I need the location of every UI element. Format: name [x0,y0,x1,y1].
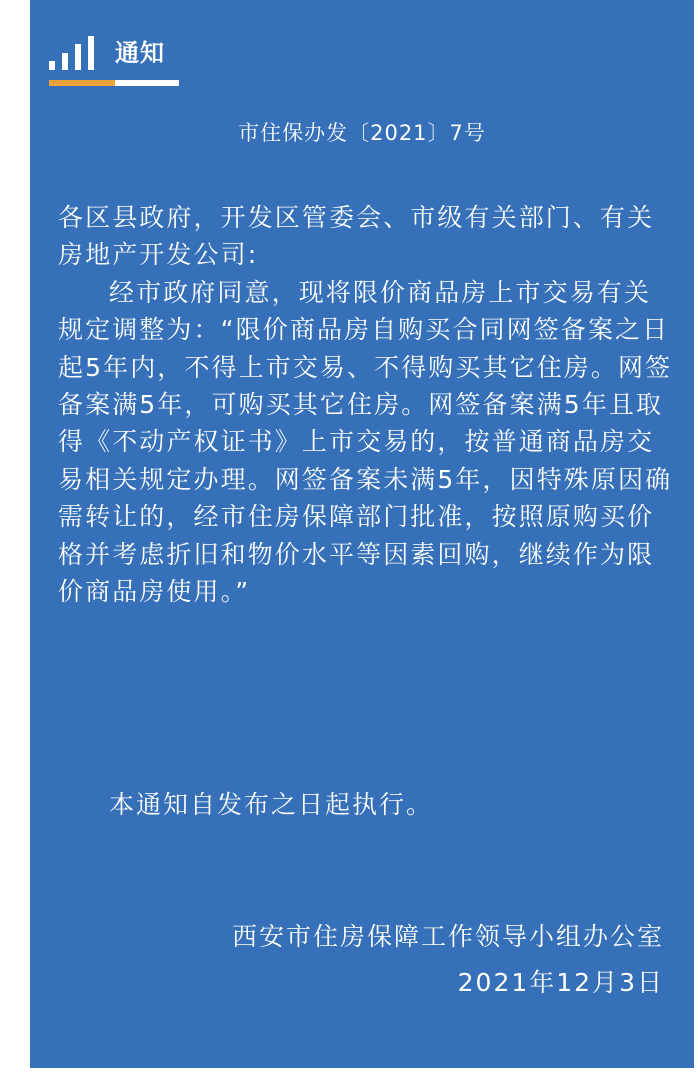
body-paragraph: 经市政府同意，现将限价商品房上市交易有关规定调整为：“限价商品房自购买合同网签备案之日起5年内，不得上市交易、不得购买其它住房。网签备案满5年，可购买其它住房。网签备案满5年且取得《不动产权证书》上市交易的，按普通商品房交易相关规定办理。网签备案未满5年，因特殊原因确需转让的，经市住房保障部门批准，按照原购买价格并考虑折旧和物价水平等因素回购，继续作为限价商品房使用。” [58,277,673,607]
signature-block [232,914,664,1006]
notice-panel [30,0,694,1068]
notice-header [49,34,165,70]
issue-date: 2021年12月3日 [457,968,664,997]
header-underline [49,80,179,86]
salutation: 各区县政府，开发区管委会、市级有关部门、有关房地产开发公司: [58,203,655,270]
issuer-name: 西安市住房保障工作领导小组办公室 [231,922,664,951]
header-title: 通知 [115,39,165,67]
closing-statement: 本通知自发布之日起执行。 [109,790,434,819]
document-number: 市住保办发〔2021〕7号 [238,121,486,145]
notice-body [58,199,673,610]
bar-chart-icon [49,36,97,70]
